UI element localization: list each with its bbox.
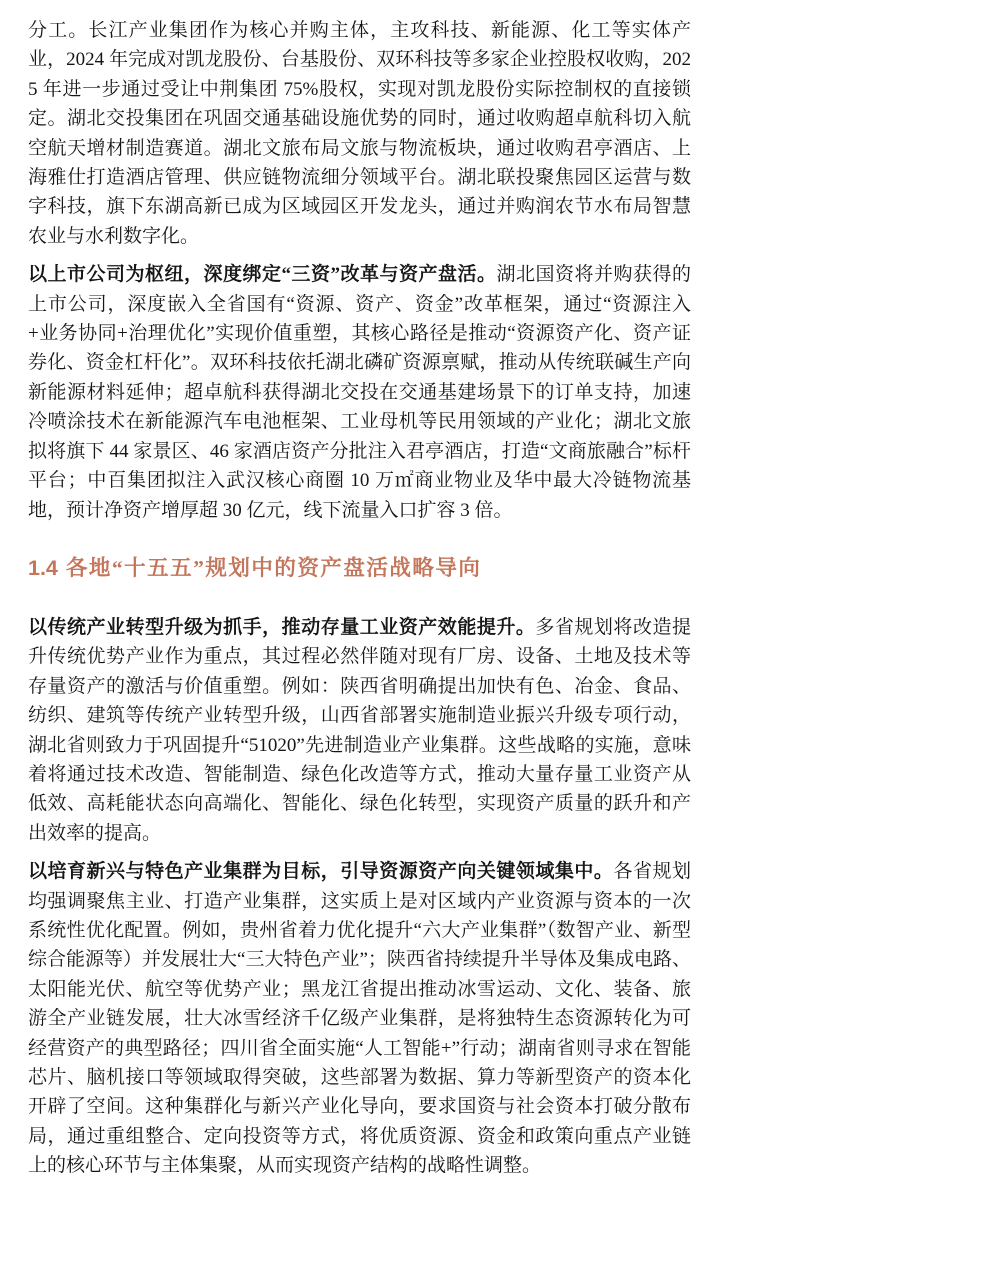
paragraph-text: 分工。长江产业集团作为核心并购主体，主攻科技、新能源、化工等实体产业，2024 年完成对凯龙股份、台基股份、双环科技等多家企业控股权收购，2025 年进一步通过受让中荆集团 75%股权，实现对凯龙股份实际控制权的直接锁定。湖北交投集团在巩固交通基础设施优势的同时，通过收购超卓航科切入航空航天增材制造赛道。湖北文旅布局文旅与物流板块，通过收购君亭酒店、上海雅仕打造酒店管理、供应链物流细分领域平台。湖北联投聚焦园区运营与数字科技，旗下东湖高新已成为区域园区开发龙头，通过并购润农节水布局智慧农业与水利数字化。 bbox=[28, 20, 691, 247]
paragraph-lead-bold: 以上市公司为枢纽，深度绑定“三资”改革与资产盘活。 bbox=[28, 264, 497, 286]
paragraph-listed-companies bbox=[28, 260, 691, 525]
paragraph-industrial-upgrade bbox=[28, 613, 691, 848]
section-title: 各地“十五五”规划中的资产盘活战略导向 bbox=[65, 555, 482, 580]
paragraph-clusters bbox=[28, 857, 691, 1180]
section-number: 1.4 bbox=[28, 555, 58, 580]
paragraph-lead-bold: 以传统产业转型升级为抓手，推动存量工业资产效能提升。 bbox=[28, 616, 536, 638]
paragraph-continuation bbox=[28, 16, 691, 251]
paragraph-text: 多省规划将改造提升传统优势产业作为重点，其过程必然伴随对现有厂房、设备、土地及技术等存量资产的激活与价值重塑。例如：陕西省明确提出加快有色、冶金、食品、纺织、建筑等传统产业转型升级，山西省部署实施制造业振兴升级专项行动，湖北省则致力于巩固提升“51020”先进制造业产业集群。这些战略的实施，意味着将通过技术改造、智能制造、绿色化改造等方式，推动大量存量工业资产从低效、高耗能状态向高端化、智能化、绿色化转型，实现资产质量的跃升和产出效率的提高。 bbox=[28, 616, 691, 844]
paragraph-lead-bold: 以培育新兴与特色产业集群为目标，引导资源资产向关键领域集中。 bbox=[28, 861, 614, 883]
paragraph-text: 各省规划均强调聚焦主业、打造产业集群，这实质上是对区域内产业资源与资本的一次系统性优化配置。例如，贵州省着力优化提升“六大产业集群”（数智产业、新型综合能源等）并发展壮大“三大特色产业”；陕西省持续提升半导体及集成电路、太阳能光伏、航空等优势产业；黑龙江省提出推动冰雪运动、文化、装备、旅游全产业链发展，壮大冰雪经济千亿级产业集群，是将独特生态资源转化为可经营资产的典型路径；四川省全面实施“人工智能+”行动；湖南省则寻求在智能芯片、脑机接口等领域取得突破，这些部署为数据、算力等新型资产的资本化开辟了空间。这种集群化与新兴产业化导向，要求国资与社会资本打破分散布局，通过重组整合、定向投资等方式，将优质资源、资金和政策向重点产业链上的核心环节与主体集聚，从而实现资产结构的战略性调整。 bbox=[28, 861, 691, 1177]
paragraph-text: 湖北国资将并购获得的上市公司，深度嵌入全省国有“资源、资产、资金”改革框架，通过“资源注入+业务协同+治理优化”实现价值重塑，其核心路径是推动“资源资产化、资产证券化、资金杠杆化”。双环科技依托湖北磷矿资源禀赋，推动从传统联碱生产向新能源材料延伸；超卓航科获得湖北交投在交通基建场景下的订单支持，加速冷喷涂技术在新能源汽车电池框架、工业母机等民用领域的产业化；湖北文旅拟将旗下 44 家景区、46 家酒店资产分批注入君亭酒店，打造“文商旅融合”标杆平台；中百集团拟注入武汉核心商圈 10 万㎡商业物业及华中最大冷链物流基地，预计净资产增厚超 30 亿元，线下流量入口扩容 3 倍。 bbox=[28, 264, 691, 521]
section-heading-1-4 bbox=[28, 553, 691, 583]
text-column bbox=[28, 16, 691, 1190]
